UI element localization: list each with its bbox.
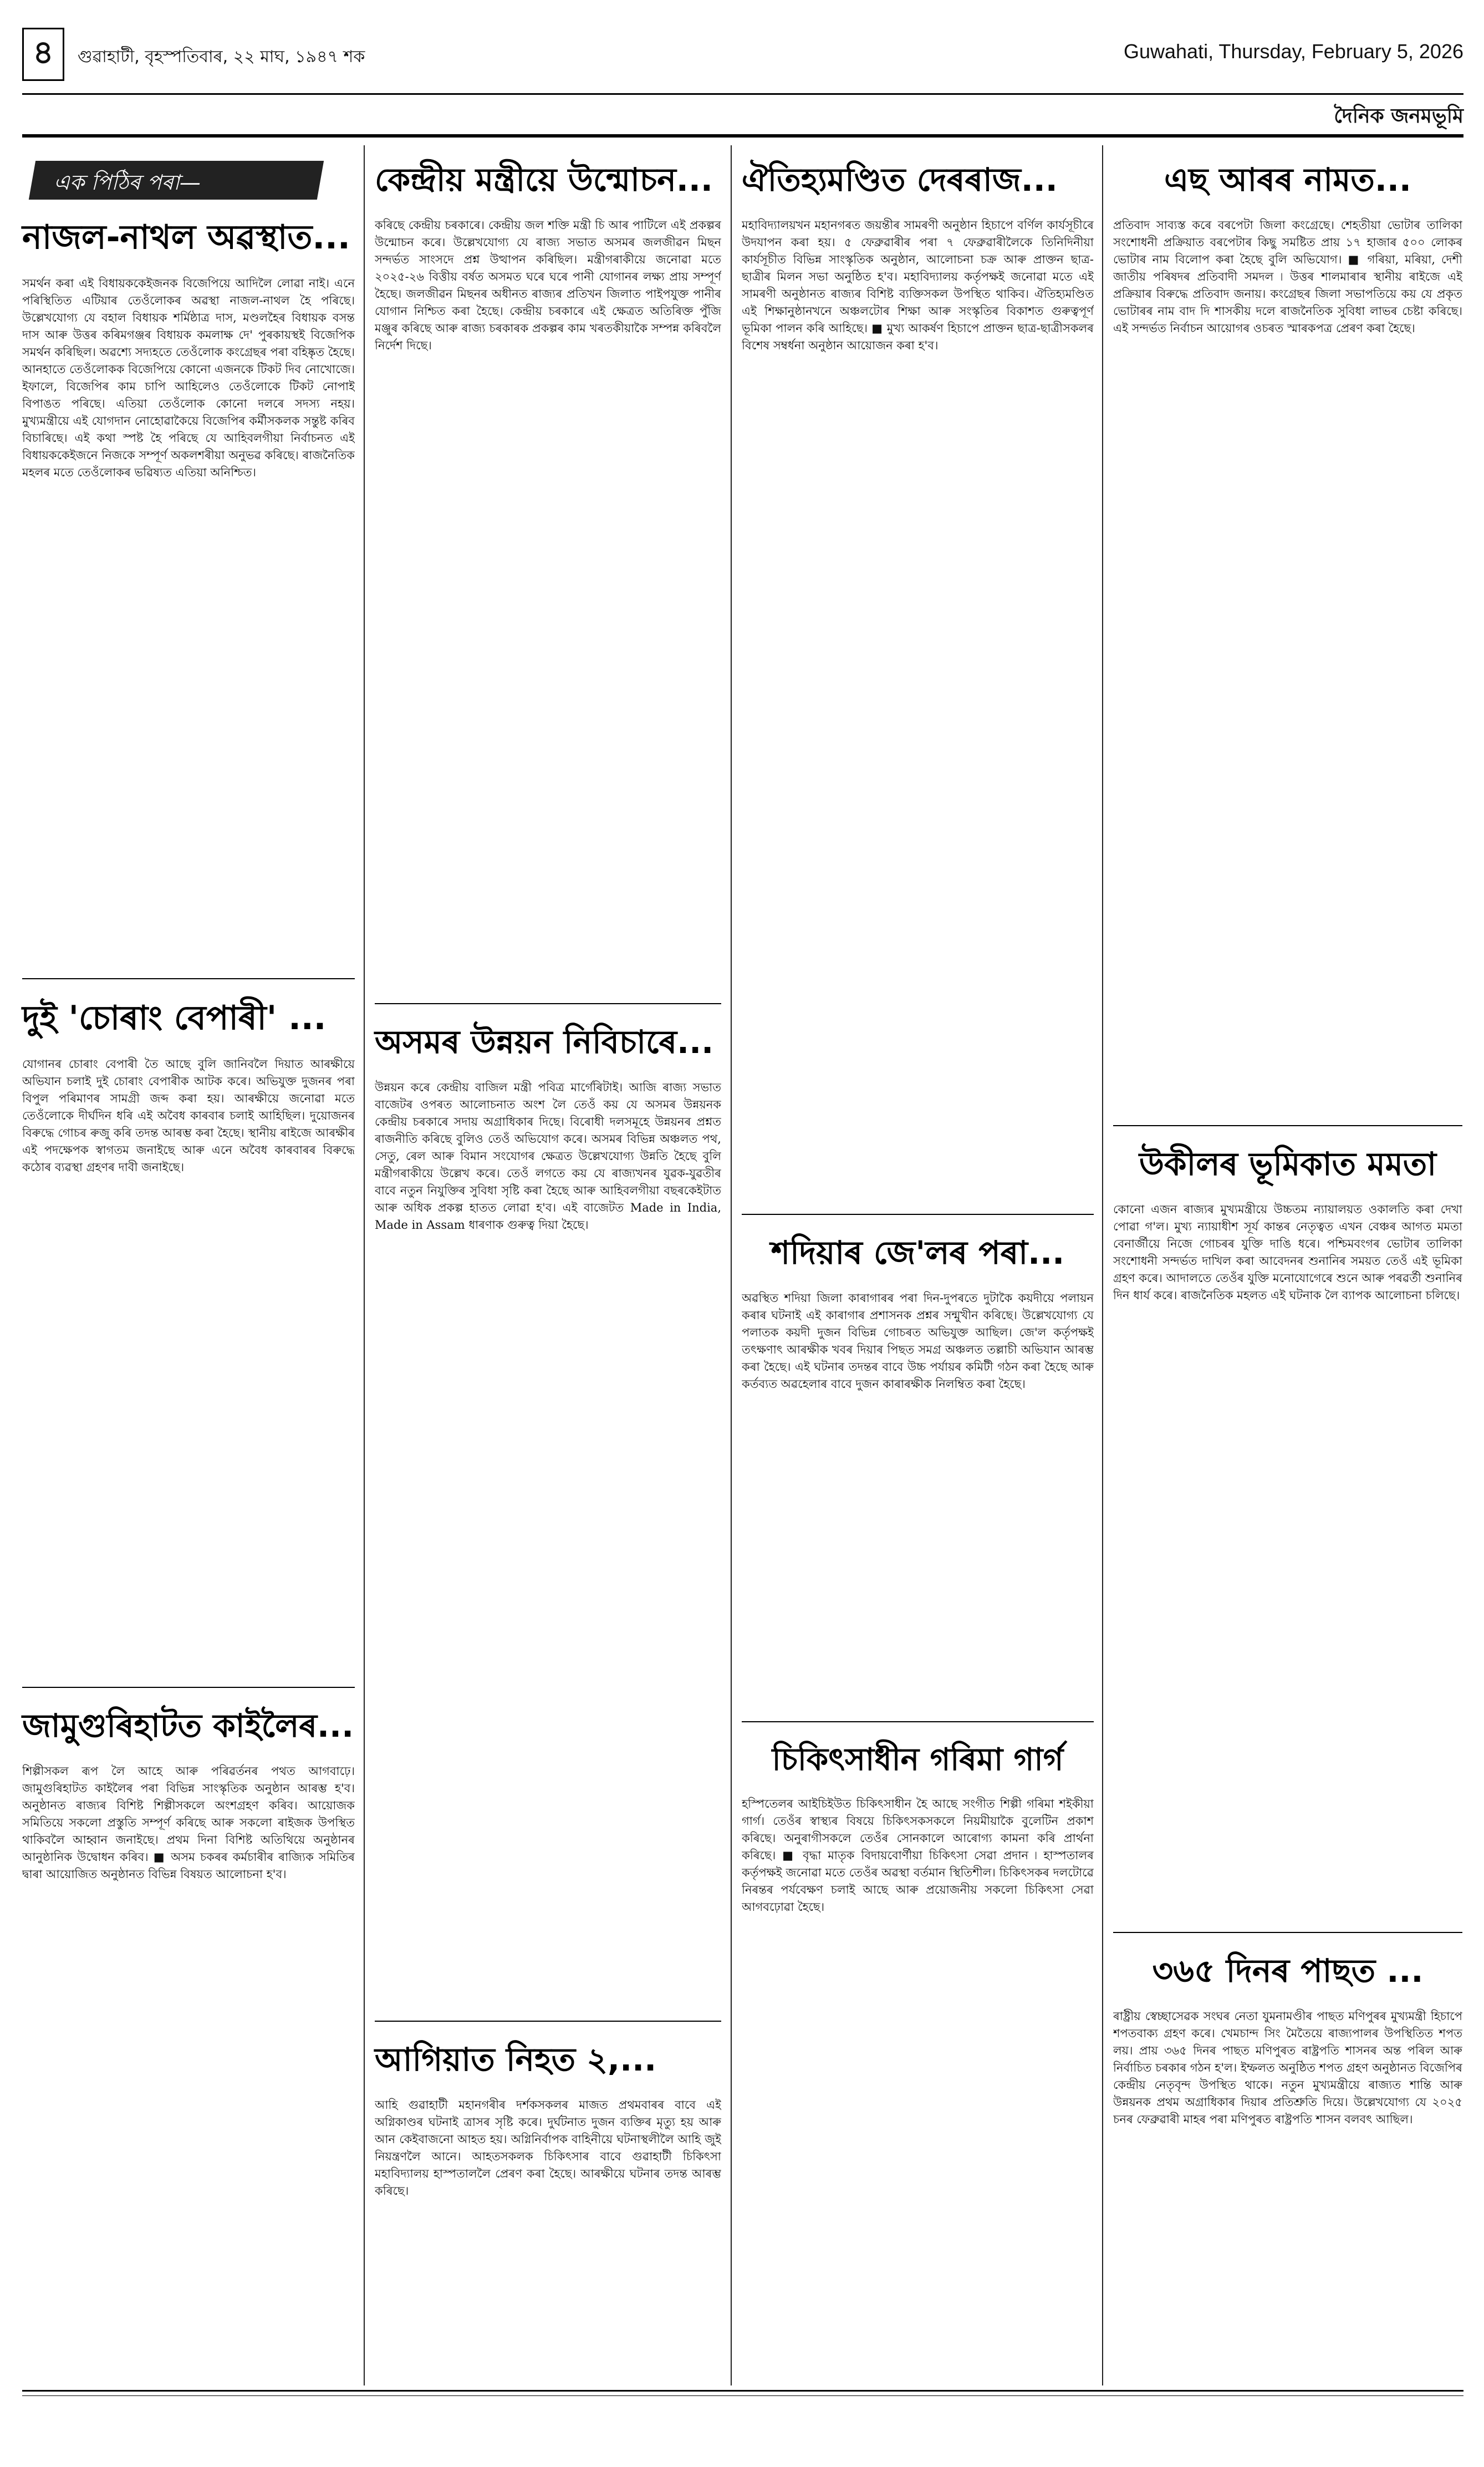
article-separator <box>1113 1125 1462 1126</box>
left-dateline: গুৱাহাটী, বৃহস্পতিবাৰ, ২২ মাঘ, ১৯৪৭ শক <box>78 47 365 67</box>
article-headline: আগিয়াত নিহত ২,... <box>375 2041 657 2078</box>
column-4 <box>1113 155 1462 2384</box>
page-header <box>22 17 1463 144</box>
article-separator <box>742 1721 1094 1722</box>
article-headline: নাজল-নাথল অৱস্থাত... <box>22 218 350 257</box>
header-rule-bottom <box>22 134 1463 138</box>
article-separator <box>375 1003 721 1004</box>
article-body: হস্পিতেলৰ আইচিইউত চিকিৎসাধীন হৈ আছে সংগীত শিল্পী গৰিমা শইকীয়া গাৰ্গ। তেওঁৰ স্বাস্থ্যৰ বিষয়ে চিকিৎসকসকলে নিয়মীয়াকৈ বুলেটিন প্ৰকাশ কৰিছে। অনুৰাগীসকলে তেওঁৰ সোনকালে আৰোগ্য কামনা কৰি প্ৰাৰ্থনা কৰিছে। ■ বৃদ্ধা মাতৃক বিদায়বোৰ্ণীয়া চিকিৎসা সেৱা প্ৰদান ৷ হাস্পতালৰ কৰ্তৃপক্ষই জনোৱা মতে তেওঁৰ অৱস্থা বৰ্তমান স্থিতিশীল। চিকিৎসকৰ দলটোৱে নিৰন্তৰ পৰ্যবেক্ষণ চলাই আছে আৰু প্ৰয়োজনীয় সকলো চিকিৎসা সেৱা আগবঢ়োৱা হৈছে। <box>742 1797 1094 1914</box>
article-separator <box>742 1214 1094 1215</box>
article-body: সমৰ্থন কৰা এই বিধায়ককেইজনক বিজেপিয়ে আদিলৈ লোৱা নাই। এনে পৰিস্থিতিত এটিয়াৰ তেওঁলোকৰ অৱস্থা নাজল-নাথল হৈ পৰিছে। উল্লেখযোগ্য যে বহাল বিধায়ক শৰ্মিষ্ঠাত্ৰ দাস, মণ্ডলহৈৰ বিধায়ক বসন্ত দাস আৰু উত্তৰ কৰিমগঞ্জৰ বিধায়ক কমলাক্ষ দে' পুৰকায়স্থই বিজেপিক সমৰ্থন কৰিছিল। অৱশ্যে সদ্যহতে তেওঁলোক কংগ্ৰেছৰ পৰা বহিষ্কৃত হৈছে। আনহাতে তেওঁলোকক বিজেপিয়ে কোনো এজনকে টিকট দিব নোখোজে। ইফালে, বিজেপিৰ কাম চাপি আহিলেও তেওঁলোকে টিকট নোপাই বিপাঙত পৰিছে। এতিয়া তেওঁলোক কোনো দলৰে সদস্য নহয়। মুখ্যমন্ত্ৰীয়ে এই যোগদান নোহোৱাকৈয়ে বিজেপিৰ কৰ্মীসকলক সন্তুষ্ট কৰিব বিচাৰিছে। এই কথা স্পষ্ট হৈ পৰিছে যে আহিবলগীয়া নিৰ্বাচনত এই বিধায়ককেইজনে নিজকে সম্পূৰ্ণ অকলশৰীয়া অনুভৱ কৰিছে। ৰাজনৈতিক মহলৰ মতে তেওঁলোকৰ ভৱিষ্যত এতিয়া অনিশ্চিত। <box>22 277 355 479</box>
article-body: ৰাষ্ট্ৰীয় স্বেচ্ছাসেৱক সংঘৰ নেতা যুমনামণ্ডীৰ পাছত মণিপুৰৰ মুখ্যমন্ত্ৰী হিচাপে শপতবাক্য গ্ৰহণ কৰে। খেমচান্দ সিং মৈতৈয়ে ৰাজ্যপালৰ উপস্থিতিত শপত লয়। প্ৰায় ৩৬৫ দিনৰ পাছত মণিপুৰত ৰাষ্ট্ৰপতি শাসনৰ অন্ত পৰিল আৰু নিৰ্বাচিত চৰকাৰ গঠন হ'ল। ইম্ফলত অনুষ্ঠিত শপত গ্ৰহণ অনুষ্ঠানত বিজেপিৰ কেন্দ্ৰীয় নেতৃবৃন্দ উপস্থিত থাকে। নতুন মুখ্যমন্ত্ৰীয়ে ৰাজ্যত শান্তি আৰু উন্নয়নক প্ৰথম অগ্ৰাধিকাৰ দিয়াৰ প্ৰতিশ্ৰুতি দিয়ে। উল্লেখযোগ্য যে ২০২৫ চনৰ ফেব্ৰুৱাৰী মাহৰ পৰা মণিপুৰত ৰাষ্ট্ৰপতি শাসন বলবৎ আছিল। <box>1113 2010 1462 2126</box>
footer-rule <box>22 2390 1463 2392</box>
article-headline: উকীলৰ ভূমিকাত মমতা <box>1139 1145 1437 1183</box>
column-divider-1 <box>364 145 365 2385</box>
section-tag-label: এক পিঠিৰ পৰা— <box>53 170 201 195</box>
article-body: কৰিছে কেন্দ্ৰীয় চৰকাৰে। কেন্দ্ৰীয় জল শক্তি মন্ত্ৰী চি আৰ পাটিলে এই প্ৰকল্পৰ উন্মোচন কৰে। উল্লেখযোগ্য যে ৰাজ্য সভাত অসমৰ জলজীৱন মিছন সন্দৰ্ভত সাংসদে প্ৰশ্ন উত্থাপন কৰিছিল। মন্ত্ৰীগৰাকীয়ে জনোৱা মতে ২০২৫-২৬ বিত্তীয় বৰ্ষত অসমত ঘৰে ঘৰে পানী যোগানৰ লক্ষ্য প্ৰায় সম্পূৰ্ণ হৈছে। জলজীৱন মিছনৰ অধীনত ৰাজ্যৰ প্ৰতিখন জিলাত পাইপযুক্ত পানীৰ যোগান নিশ্চিত কৰা হৈছে। কেন্দ্ৰীয় চৰকাৰে এই ক্ষেত্ৰত অতিৰিক্ত পুঁজি মঞ্জুৰ কৰিছে আৰু ৰাজ্য চৰকাৰক প্ৰকল্পৰ কাম খৰতকীয়াকৈ সম্পন্ন কৰিবলৈ নিৰ্দেশ দিছে। <box>375 218 721 352</box>
article-body: প্ৰতিবাদ সাব্যস্ত কৰে বৰপেটা জিলা কংগ্ৰেছে। শেহতীয়া ভোটাৰ তালিকা সংশোধনী প্ৰক্ৰিয়াত বৰপেটাৰ কিছু সমষ্টিত প্ৰায় ১৭ হাজাৰ ৫০০ লোকৰ ভোটাৰ নাম বিলোপ কৰা হৈছে বুলি অভিযোগ। ■ গৰিয়া, মৰিয়া, দেশী জাতীয় পৰিষদৰ প্ৰতিবাদী সমদল ৷ উত্তৰ শালমাৰাৰ স্থানীয় ৰাইজে এই প্ৰক্ৰিয়াৰ বিৰুদ্ধে প্ৰতিবাদ জনায়। কংগ্ৰেছৰ জিলা সভাপতিয়ে কয় যে প্ৰকৃত ভোটাৰৰ নাম বাদ দি শাসকীয় দলে ৰাজনৈতিক সুবিধা লাভৰ চেষ্টা কৰিছে। এই সন্দৰ্ভত নিৰ্বাচন আয়োগৰ ওচৰত স্মাৰকপত্ৰ প্ৰেৰণ কৰা হৈছে। <box>1113 218 1462 335</box>
column-2 <box>375 155 721 2384</box>
article-body: অৱস্থিত শদিয়া জিলা কাৰাগাৰৰ পৰা দিন-দুপৰতে দুটাকৈ কয়দীয়ে পলায়ন কৰাৰ ঘটনাই এই কাৰাগাৰ প্ৰশাসনক প্ৰশ্নৰ সন্মুখীন কৰিছে। উল্লেখযোগ্য যে পলাতক কয়দী দুজন বিভিন্ন গোচৰত অভিযুক্ত আছিল। জে'ল কৰ্তৃপক্ষই তৎক্ষণাৎ আৰক্ষীক খবৰ দিয়াৰ পিছত সমগ্ৰ অঞ্চলত তল্লাচী অভিযান আৰম্ভ কৰা হৈছে। এই ঘটনাৰ তদন্তৰ বাবে উচ্চ পৰ্যায়ৰ কমিটী গঠন কৰা হৈছে আৰু কৰ্তব্যত অৱহেলাৰ বাবে দুজন কাৰাৰক্ষীক নিলম্বিত কৰা হৈছে। <box>742 1291 1094 1391</box>
article-headline: শদিয়াৰ জে'লৰ পৰা... <box>771 1234 1065 1271</box>
article-headline: দুই 'চোৰাং বেপাৰী' ... <box>22 999 327 1037</box>
article-headline: জামুগুৰিহাটত কাইলৈৰ... <box>22 1707 354 1744</box>
article-body: যোগানৰ চোৰাং বেপাৰী তৈ আছে বুলি জানিবলৈ দিয়াত আৰক্ষীয়ে অভিযান চলাই দুই চোৰাং বেপাৰীক আটক কৰে। অভিযুক্ত দুজনৰ পৰা বিপুল পৰিমাণৰ সামগ্ৰী জব্দ কৰা হয়। আৰক্ষীয়ে জনোৱা মতে তেওঁলোকে দীৰ্ঘদিন ধৰি এই অবৈধ কাৰবাৰ চলাই আহিছিল। দুয়োজনৰ বিৰুদ্ধে গোচৰ ৰুজু কৰি তদন্ত আৰম্ভ কৰা হৈছে। স্থানীয় ৰাইজে আৰক্ষীৰ এই পদক্ষেপক স্বাগতম জনাইছে আৰু এনে অবৈধ কাৰবাৰৰ বিৰুদ্ধে কঠোৰ ব্যৱস্থা গ্ৰহণৰ দাবী জনাইছে। <box>22 1057 355 1174</box>
article-headline: অসমৰ উন্নয়ন নিবিচাৰে... <box>375 1023 714 1061</box>
article-separator <box>375 2021 721 2022</box>
article-headline: কেন্দ্ৰীয় মন্ত্ৰীয়ে উন্মোচন... <box>375 161 713 199</box>
column-divider-2 <box>731 145 732 2385</box>
article-separator <box>22 1687 355 1688</box>
section-tag <box>29 161 324 200</box>
article-body: মহাবিদ্যালয়খন মহানগৰত জয়ন্তীৰ সামৰণী অনুষ্ঠান হিচাপে বৰ্ণিল কাৰ্যসূচীৰে উদযাপন কৰা হয়। ৫ ফেব্ৰুৱাৰীৰ পৰা ৭ ফেব্ৰুৱাৰীলৈকে তিনিদিনীয়া কাৰ্যসূচীত বিভিন্ন সাংস্কৃতিক অনুষ্ঠান, আলোচনা চক্ৰ আৰু প্ৰাক্তন ছাত্ৰ-ছাত্ৰীৰ মিলন সভা অনুষ্ঠিত হ'ব। মহাবিদ্যালয় কৰ্তৃপক্ষই জনোৱা মতে এই সামৰণী অনুষ্ঠানত ৰাজ্যৰ বিশিষ্ট ব্যক্তিসকল উপস্থিত থাকিব। ঐতিহ্যমণ্ডিত এই শিক্ষানুষ্ঠানখনে অঞ্চলটোৰ শিক্ষা আৰু সংস্কৃতিৰ বিকাশত গুৰুত্বপূৰ্ণ ভূমিকা পালন কৰি আহিছে। ■ মুখ্য আকৰ্ষণ হিচাপে প্ৰাক্তন ছাত্ৰ-ছাত্ৰীসকলৰ বিশেষ সম্বৰ্ধনা অনুষ্ঠান আয়োজন কৰা হ'ব। <box>742 218 1094 352</box>
article-headline: ঐতিহ্যমণ্ডিত দেৰৰাজ... <box>742 161 1058 199</box>
article-body: আহি গুৱাহাটী মহানগৰীৰ দৰ্শকসকলৰ মাজত প্ৰথমবাৰৰ বাবে এই অগ্নিকাণ্ডৰ ঘটনাই ত্ৰাসৰ সৃষ্টি কৰে। দুৰ্ঘটনাত দুজন ব্যক্তিৰ মৃত্যু হয় আৰু আন কেইবাজনো আহত হয়। অগ্নিনিৰ্বাপক বাহিনীয়ে ঘটনাস্থলীলৈ আহি জুই নিয়ন্ত্ৰণলৈ আনে। আহতসকলক চিকিৎসাৰ বাবে গুৱাহাটী চিকিৎসা মহাবিদ্যালয় হাস্পতাললৈ প্ৰেৰণ কৰা হৈছে। আৰক্ষীয়ে ঘটনাৰ তদন্ত আৰম্ভ কৰিছে। <box>375 2098 721 2198</box>
article-headline: এছ আৰৰ নামত... <box>1164 161 1411 199</box>
article-separator <box>1113 1932 1462 1933</box>
page-number: ৪ <box>33 33 54 71</box>
column-1 <box>22 150 355 2384</box>
column-divider-3 <box>1102 145 1103 2385</box>
article-separator <box>22 978 355 979</box>
header-rule-top <box>22 93 1463 95</box>
article-headline: ৩৬৫ দিনৰ পাছত ... <box>1152 1952 1424 1990</box>
article-body: উন্নয়ন কৰে কেন্দ্ৰীয় বাজিল মন্ত্ৰী পবিত্ৰ মাৰ্গেৰিটাই। আজি ৰাজ্য সভাত বাজেটৰ ওপৰত আলোচনাত অংশ লৈ তেওঁ কয় যে অসমৰ উন্নয়নক কেন্দ্ৰীয় চৰকাৰে সদায় অগ্ৰাধিকাৰ দিছে। বিৰোধী দলসমূহে উন্নয়নৰ প্ৰশ্নত ৰাজনীতি কৰিছে বুলিও তেওঁ অভিযোগ কৰে। অসমৰ বিভিন্ন অঞ্চলত পথ, সেতু, ৰেল আৰু বিমান সংযোগৰ ক্ষেত্ৰত উল্লেখযোগ্য উন্নতি হৈছে বুলি মন্ত্ৰীগৰাকীয়ে উল্লেখ কৰে। তেওঁ লগতে কয় যে ৰাজ্যখনৰ যুৱক-যুৱতীৰ বাবে নতুন নিযুক্তিৰ সুবিধা সৃষ্টি কৰা হৈছে আৰু আহিবলগীয়া বছৰকেইটাত আৰু অধিক প্ৰকল্প হাতত লোৱা হ'ব। এই বাজেটত Made in India, Made in Assam ধাৰণাক গুৰুত্ব দিয়া হৈছে। <box>375 1081 721 1232</box>
footer-rule-thin <box>22 2395 1463 2396</box>
article-body: কোনো এজন ৰাজ্যৰ মুখ্যমন্ত্ৰীয়ে উচ্চতম ন্যায়ালয়ত ওকালতি কৰা দেখা পোৱা গ'ল। মুখ্য ন্যায়াধীশ সূৰ্য কান্তৰ নেতৃত্বত এখন বেঞ্চৰ আগত মমতা বেনাৰ্জীয়ে নিজে গোচৰৰ যুক্তি দাঙি ধৰে। পশ্চিমবংগৰ ভোটাৰ তালিকা সংশোধনী সন্দৰ্ভত দাখিল কৰা আবেদনৰ শুনানিৰ সময়ত তেওঁ এই ভূমিকা গ্ৰহণ কৰে। আদালতে তেওঁৰ যুক্তি মনোযোগেৰে শুনে আৰু পৰৱৰ্তী শুনানিৰ দিন ধাৰ্য কৰে। ৰাজনৈতিক মহলত এই ঘটনাক লৈ ব্যাপক আলোচনা চলিছে। <box>1113 1203 1462 1302</box>
article-headline: চিকিৎসাধীন গৰিমা গাৰ্গ <box>772 1742 1064 1778</box>
article-body: শিল্পীসকল ৰূপ লৈ আহে আৰু পৰিৱৰ্তনৰ পথত আগবাঢ়ে। জামুগুৰিহাটত কাইলৈৰ পৰা বিভিন্ন সাংস্কৃতিক অনুষ্ঠান আৰম্ভ হ'ব। অনুষ্ঠানত ৰাজ্যৰ বিশিষ্ট শিল্পীসকলে অংশগ্ৰহণ কৰিব। আয়োজক সমিতিয়ে সকলো প্ৰস্তুতি সম্পূৰ্ণ কৰিছে আৰু সকলো ৰাইজক উপস্থিত থাকিবলৈ আহ্বান জনাইছে। প্ৰথম দিনা বিশিষ্ট অতিথিয়ে অনুষ্ঠানৰ আনুষ্ঠানিক উদ্বোধন কৰিব। ■ অসম চকৰৰ কৰ্মচাৰীৰ ৰাজ্যিক সমিতিৰ দ্বাৰা আয়োজিত অনুষ্ঠানত বিভিন্ন বিষয়ত আলোচনা হ'ব। <box>22 1764 355 1881</box>
page-number-box <box>22 28 64 81</box>
masthead: দৈনিক জনমভূমি <box>1334 104 1463 128</box>
right-dateline: Guwahati, Thursday, February 5, 2026 <box>1123 40 1463 63</box>
column-3 <box>742 155 1094 2384</box>
